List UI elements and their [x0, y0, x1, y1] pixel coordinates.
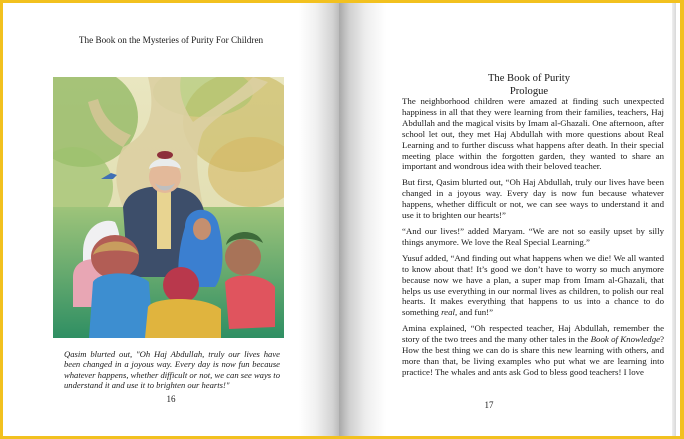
page-edge — [672, 3, 676, 436]
paragraph: But first, Qasim blurted out, “Oh Haj Abdullah, truly our lives have been changed in a joyous way. Every day is now fun because whatever happens, whether difficult or not, we can see ways to understand it and use it to brighten our hearts!” — [402, 177, 664, 221]
right-page — [339, 3, 676, 436]
paragraph: “And our lives!” added Maryam. “We are not so easily upset by silly things anymore. We love the Real Special Learning.” — [402, 225, 664, 247]
page-number-right: 17 — [484, 400, 494, 410]
book-title-emphasis: Book of Knowledge — [590, 334, 661, 345]
paragraph-text: Yusuf added, “And finding out what happens when we die! We all wanted to know about that! It’s good we don’t have to worry so much anymore because now we have a plan, a super map from Imam al-Ghazali, that helps us use everything in our normal lives as children, to polish our real hearts. It makes everything that happens to us into a chance to do something — [402, 252, 664, 318]
watercolor-illustration-icon — [53, 77, 284, 338]
chapter-title: The Book of Purity — [487, 73, 571, 84]
paragraph-text: , and fun!” — [454, 307, 494, 318]
paragraph — [402, 323, 664, 378]
chapter-subtitle: Prologue — [509, 86, 549, 97]
page-number-left: 16 — [166, 394, 176, 404]
illustration-caption: Qasim blurted out, "Oh Haj Abdullah, truly our lives have been changed in a joyous way. Every day is now fun because whatever happens, whether difficult or not, we can see ways to understand it and use it to brighten our hearts!" — [64, 349, 280, 390]
book-spread — [3, 3, 680, 436]
emphasis-text: real — [441, 307, 455, 318]
illustration-image — [53, 77, 284, 338]
paragraph — [402, 253, 664, 318]
body-text — [402, 96, 664, 383]
running-head: The Book on the Mysteries of Purity For Children — [78, 35, 264, 45]
paragraph: The neighborhood children were amazed at finding such unexpected happiness in all that they were learning from their families, teachers, Haj Abdullah and the magical visits by Imam al-Ghazali. One afternoon, after school let out, they met Haj Abdullah with more questions about Real Learning and to further discuss what happens after death. In their special meeting place within the forgotten garden, they wanted to share an important and wondrous idea with their beloved teacher. — [402, 96, 664, 172]
paragraph-text: ? How the best thing we can do is share this new learning with others, and more than that, be living examples who put what we are learning into practice! The whales and ants ask God to bless good teachers! I love — [402, 334, 664, 377]
chapter-heading — [399, 72, 659, 98]
left-page — [3, 3, 339, 436]
paragraph-text: Amina explained, “Oh respected teacher, Haj Abdullah, remember the story of the two trees and the many other tales in the — [402, 323, 664, 345]
